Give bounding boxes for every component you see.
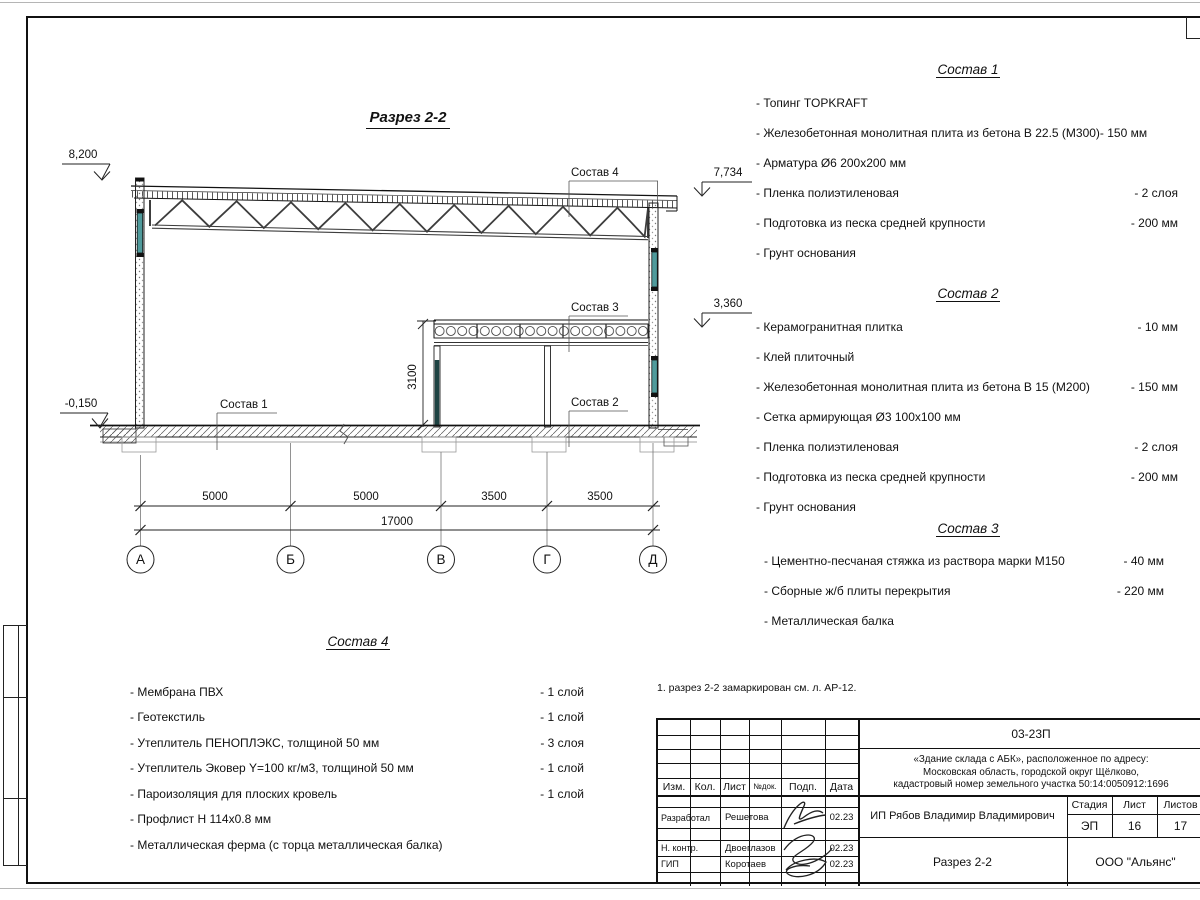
list-item: - Железобетонная монолитная плита из бетона В 15 (М200) - 150 мм bbox=[756, 380, 1178, 394]
signature-gip bbox=[776, 828, 842, 882]
axis-g: Г bbox=[543, 552, 551, 567]
callout-sostav-2: Состав 2 bbox=[571, 397, 619, 409]
columns bbox=[434, 346, 551, 427]
list-title: Состав 2 bbox=[937, 286, 999, 301]
axis-a: А bbox=[135, 552, 145, 567]
tb-role-ncontrol: Н. контр. bbox=[661, 843, 699, 853]
dim-mezzanine-height: 3100 bbox=[407, 364, 419, 390]
layers-list-3 bbox=[750, 521, 1186, 636]
tb-header-izm: Изм. bbox=[662, 780, 686, 793]
view-title: Разрез 2-2 bbox=[358, 109, 458, 126]
list-item: - Пленка полиэтиленовая - 2 слоя bbox=[756, 440, 1178, 454]
list-item: - Железобетонная монолитная плита из бетона В 22.5 (М300)- 150 мм bbox=[756, 126, 1148, 140]
title-block bbox=[656, 718, 1200, 884]
list-item: - Мембрана ПВХ - 1 слой bbox=[130, 684, 584, 699]
callout-sostav-4: Состав 4 bbox=[571, 167, 619, 179]
tb-drawing-name: Разрез 2-2 bbox=[933, 854, 992, 869]
list-item: - Клей плиточный bbox=[756, 350, 855, 364]
tb-date-ncontrol: 02.23 bbox=[829, 842, 854, 854]
tb-name-gip: Коротаев bbox=[725, 858, 767, 870]
list-item: - Геотекстиль - 1 слой bbox=[130, 710, 584, 725]
dim-span2: 5000 bbox=[353, 491, 379, 503]
tb-header-kol: Кол. bbox=[694, 780, 716, 793]
tb-name-ncontrol: Двоеглазов bbox=[725, 842, 776, 854]
dim-span3: 3500 bbox=[481, 491, 507, 503]
list-item: - Утеплитель ПЕНОПЛЭКС, толщиной 50 мм - 3 слоя bbox=[130, 735, 584, 750]
axis-v: В bbox=[436, 552, 446, 567]
tb-stage-value: ЭП bbox=[1080, 818, 1099, 833]
tb-role-developer: Разработал bbox=[661, 812, 710, 823]
tb-name-developer: Решетова bbox=[725, 812, 769, 823]
tb-sheets-total: 17 bbox=[1173, 818, 1188, 833]
list-item: - Подготовка из песка средней крупности - 200 мм bbox=[756, 470, 1178, 484]
list-item: - Сетка армирующая Ø3 100x100 мм bbox=[756, 410, 961, 424]
list-item: - Пленка полиэтиленовая - 2 слоя bbox=[756, 186, 1178, 200]
dim-span1: 5000 bbox=[202, 491, 228, 503]
tb-client: ИП Рябов Владимир Владимирович bbox=[870, 810, 1055, 822]
tb-header-ndok: №док. bbox=[753, 782, 777, 791]
sheet-note: 1. разрез 2-2 замаркирован см. л. АР-12. bbox=[657, 682, 857, 694]
list-item: - Цементно-песчаная стяжка из раствора марки М150 - 40 мм bbox=[764, 554, 1164, 568]
list-title: Состав 3 bbox=[937, 521, 999, 536]
callout-sostav-1: Состав 1 bbox=[220, 399, 268, 411]
list-item: - Грунт основания bbox=[756, 500, 856, 514]
list-item: - Металлическая ферма (с торца металлическая балка) bbox=[130, 837, 443, 852]
list-item: - Пароизоляция для плоских кровель - 1 слой bbox=[130, 786, 584, 801]
layers-list-1 bbox=[750, 62, 1186, 268]
layers-list-2 bbox=[750, 286, 1186, 522]
elevation-floor2: 3,360 bbox=[713, 298, 743, 310]
axis-b: Б bbox=[286, 552, 295, 567]
tb-sheet-label: Лист bbox=[1123, 798, 1146, 811]
dim-total: 17000 bbox=[381, 516, 413, 528]
list-item: - Топинг TOPKRAFT bbox=[756, 96, 868, 110]
list-item: - Арматура Ø6 200x200 мм bbox=[756, 156, 907, 170]
list-item: - Утеплитель Эковер Y=100 кг/м3, толщиной 50 мм - 1 слой bbox=[130, 761, 584, 776]
tb-company: ООО "Альянс" bbox=[1095, 854, 1176, 869]
tb-doc-number: 03-23П bbox=[1011, 727, 1051, 741]
mezzanine-slab bbox=[434, 320, 648, 346]
elevation-ground: -0,150 bbox=[64, 398, 98, 410]
elevation-roof-left: 8,200 bbox=[68, 149, 98, 161]
elevation-roof-right: 7,734 bbox=[713, 167, 743, 179]
tb-sheets-label: Листов bbox=[1163, 798, 1198, 811]
dimension-lines2 bbox=[127, 501, 667, 573]
list-title: Состав 4 bbox=[327, 634, 389, 649]
tb-role-gip: ГИП bbox=[661, 859, 679, 869]
callout-sostav-3: Состав 3 bbox=[571, 302, 619, 314]
tb-header-list: Лист bbox=[723, 780, 746, 793]
list-item: - Металлическая балка bbox=[764, 614, 894, 628]
tb-stage-label: Стадия bbox=[1071, 798, 1108, 811]
tb-date-gip: 02.23 bbox=[829, 858, 854, 870]
dim-span4: 3500 bbox=[587, 491, 613, 503]
tb-project-description: «Здание склада с АБК», расположенное по адресу: Московская область, городской округ Щёлково, кадастровый номер земельного участка 50:14:0050912:1696 bbox=[893, 754, 1169, 790]
layers-list-4 bbox=[124, 634, 592, 858]
list-item: - Сборные ж/б плиты перекрытия - 220 мм bbox=[764, 584, 1164, 598]
tb-header-podp: Подп. bbox=[789, 780, 817, 793]
tb-header-data: Дата bbox=[829, 780, 854, 793]
axis-d: Д bbox=[648, 552, 658, 567]
dim-3100 bbox=[417, 319, 436, 430]
list-title: Состав 1 bbox=[937, 62, 999, 77]
list-item: - Профлист Н 114x0.8 мм bbox=[130, 812, 272, 827]
tb-date-developer: 02.23 bbox=[829, 812, 854, 823]
list-item: - Грунт основания bbox=[756, 246, 856, 260]
list-item: - Керамогранитная плитка - 10 мм bbox=[756, 320, 1178, 334]
ground-slab bbox=[90, 424, 700, 452]
list-item: - Подготовка из песка средней крупности - 200 мм bbox=[756, 216, 1178, 230]
tb-sheet-number: 16 bbox=[1127, 818, 1142, 833]
